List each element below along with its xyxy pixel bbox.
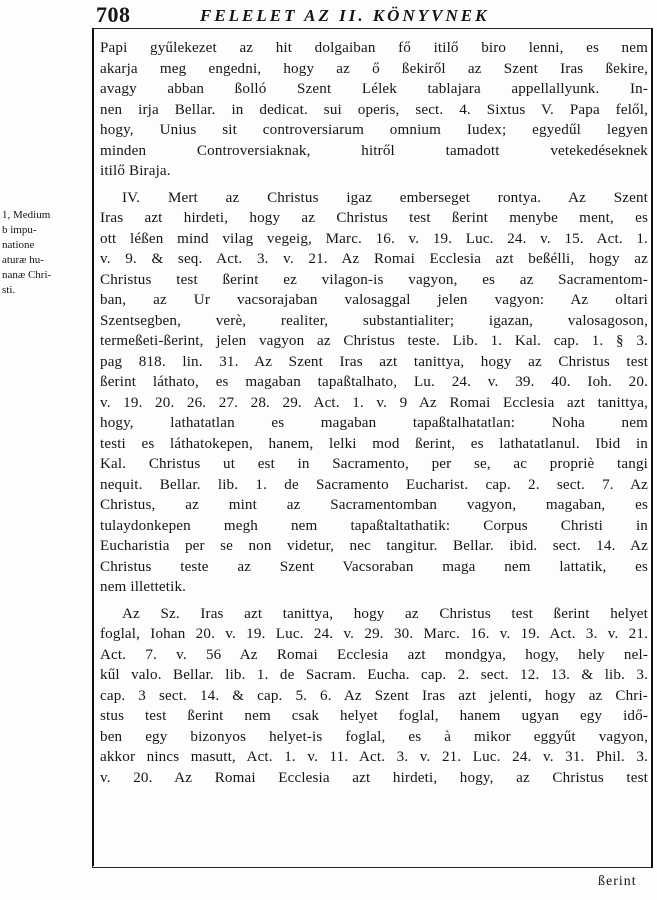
text-line: Christus teste az Szent Vacsoraban maga nem lattatik, es bbox=[100, 558, 648, 575]
text-line: Eucharistia per se non videtur, nec tangitur. Bellar. ibid. sect. 14. Az bbox=[100, 538, 648, 554]
text-line: ban, az Ur vacsorajaban valosaggal jelen vagyon: Az oltari bbox=[100, 292, 648, 308]
text-line: Az Sz. Iras azt tanittya, hogy az Christus test ßerint helyet bbox=[122, 605, 648, 622]
margin-note bbox=[2, 208, 86, 298]
margin-rule bbox=[92, 28, 94, 866]
text-line: ßerint láthato, es magaban tapaßtalhato, Lu. 24. v. 39. 40. Ioh. 20. bbox=[100, 374, 648, 390]
margin-note-line: sti. bbox=[2, 284, 16, 296]
text-line: Christus, az mint az Sacramentomban vagyon, magaban, es bbox=[100, 497, 648, 513]
margin-note-line: natione bbox=[2, 239, 35, 251]
text-line: ben egy bizonyos helyet-is foglal, es à mikor eggyűt vagyon, bbox=[100, 728, 648, 745]
margin-note-line: 1, Medium bbox=[2, 209, 51, 221]
margin-note-line: b impu- bbox=[2, 224, 37, 236]
text-line: itilő Biraja. bbox=[100, 163, 171, 179]
margin-note-line: nanæ Chri- bbox=[2, 269, 52, 281]
text-line: tulaydonkepen megh nem tapaßtaltathatik: Corpus Christi in bbox=[100, 517, 648, 534]
text-line: IV. Mert az Christus igaz emberseget rontya. Az Szent bbox=[122, 189, 648, 206]
text-line: hogy, Unius sit controversiarum omnium Iudex; egyedűl legyen bbox=[100, 122, 648, 138]
text-line: akkor nincs masutt, Act. 1. v. 11. Act. 3. v. 21. Luc. 24. v. 31. Phil. 3. bbox=[100, 749, 648, 765]
text-line: pag 818. lin. 31. Az Szent Iras azt tanittya, hogy az Christus test bbox=[100, 353, 648, 370]
body-text bbox=[100, 38, 648, 788]
text-line: v. 19. 20. 26. 27. 28. 29. Act. 1. v. 9 Az Romai Ecclesia azt tanittya, bbox=[100, 394, 648, 411]
text-line: kűl valo. Bellar. lib. 1. de Sacram. Eucha. cap. 2. sect. 12. 13. & lib. 3. bbox=[100, 667, 648, 683]
text-line: v. 9. & seq. Act. 3. v. 21. Az Romai Ecclesia azt beßélli, hogy az bbox=[100, 251, 648, 267]
text-line: v. 20. Az Romai Ecclesia azt hirdeti, hogy, az Christus test bbox=[100, 769, 648, 786]
running-head: FELELET AZ II. KÖNYVNEK bbox=[200, 6, 490, 25]
text-line: Christus test ßerint ez vilagon-is vagyon, es az Sacramentom- bbox=[100, 271, 648, 288]
page-number: 708 bbox=[96, 2, 131, 27]
text-line: hogy, lathatatlan es magaban tapaßtalhatatlan: Noha nem bbox=[100, 415, 648, 431]
text-line: termeßeti-ßerint, jelen vagyon az Christus teste. Lib. 1. Kal. cap. 1. § 3. bbox=[100, 333, 648, 349]
text-line: ott léßen mind vilag vegeig, Marc. 16. v. 19. Luc. 24. v. 15. Act. 1. bbox=[100, 230, 648, 247]
text-line: stus test ßerint nem csak helyet foglal, hanem ugyan egy idő- bbox=[100, 708, 648, 724]
margin-note-line: aturæ hu- bbox=[2, 254, 44, 266]
text-line: akarja meg engedni, hogy az ő ßekiről az Szent Iras ßekire, bbox=[100, 60, 648, 77]
text-line: Kal. Christus ut est in Sacramento, per se, ac propriè tangi bbox=[100, 456, 648, 472]
text-line: minden Controversiaknak, hitről tamadott vetekedéseknek bbox=[100, 142, 648, 159]
text-line: Iras azt hirdeti, hogy az Christus test ßerint menybe ment, es bbox=[100, 210, 648, 226]
text-line: Szentsegben, verè, realiter, substantialiter; igazan, valosagoson, bbox=[100, 312, 648, 329]
text-line: Act. 7. v. 56 Az Romai Ecclesia azt mondgya, hogy, hely nel- bbox=[100, 646, 648, 663]
text-line: Papi gyűlekezet az hit dolgaiban fő itilő biro lenni, es nem bbox=[100, 40, 648, 56]
text-line: cap. 3 sect. 14. & cap. 5. 6. Az Szent Iras azt jelenti, hogy az Chri- bbox=[100, 687, 648, 704]
text-line: testi es láthatokepen, hanem, lelki mod ßerint, es lathatatlanul. Ibid in bbox=[100, 435, 648, 452]
text-line: avagy abban ßolló Szent Lélek tablajara appellallyunk. In- bbox=[100, 81, 648, 97]
catchword: ßerint bbox=[598, 874, 637, 889]
text-line: nequit. Bellar. lib. 1. de Sacramento Eucharist. cap. 2. sect. 7. Az bbox=[100, 476, 648, 493]
text-line: nen irja Bellar. in dedicat. sui operis, sect. 4. Sixtus V. Papa felől, bbox=[100, 101, 648, 118]
text-line: nem illettetik. bbox=[100, 579, 187, 595]
text-line: foglal, Iohan 20. v. 19. Luc. 24. v. 29. 30. Marc. 16. v. 19. Act. 3. v. 21. bbox=[100, 626, 648, 642]
